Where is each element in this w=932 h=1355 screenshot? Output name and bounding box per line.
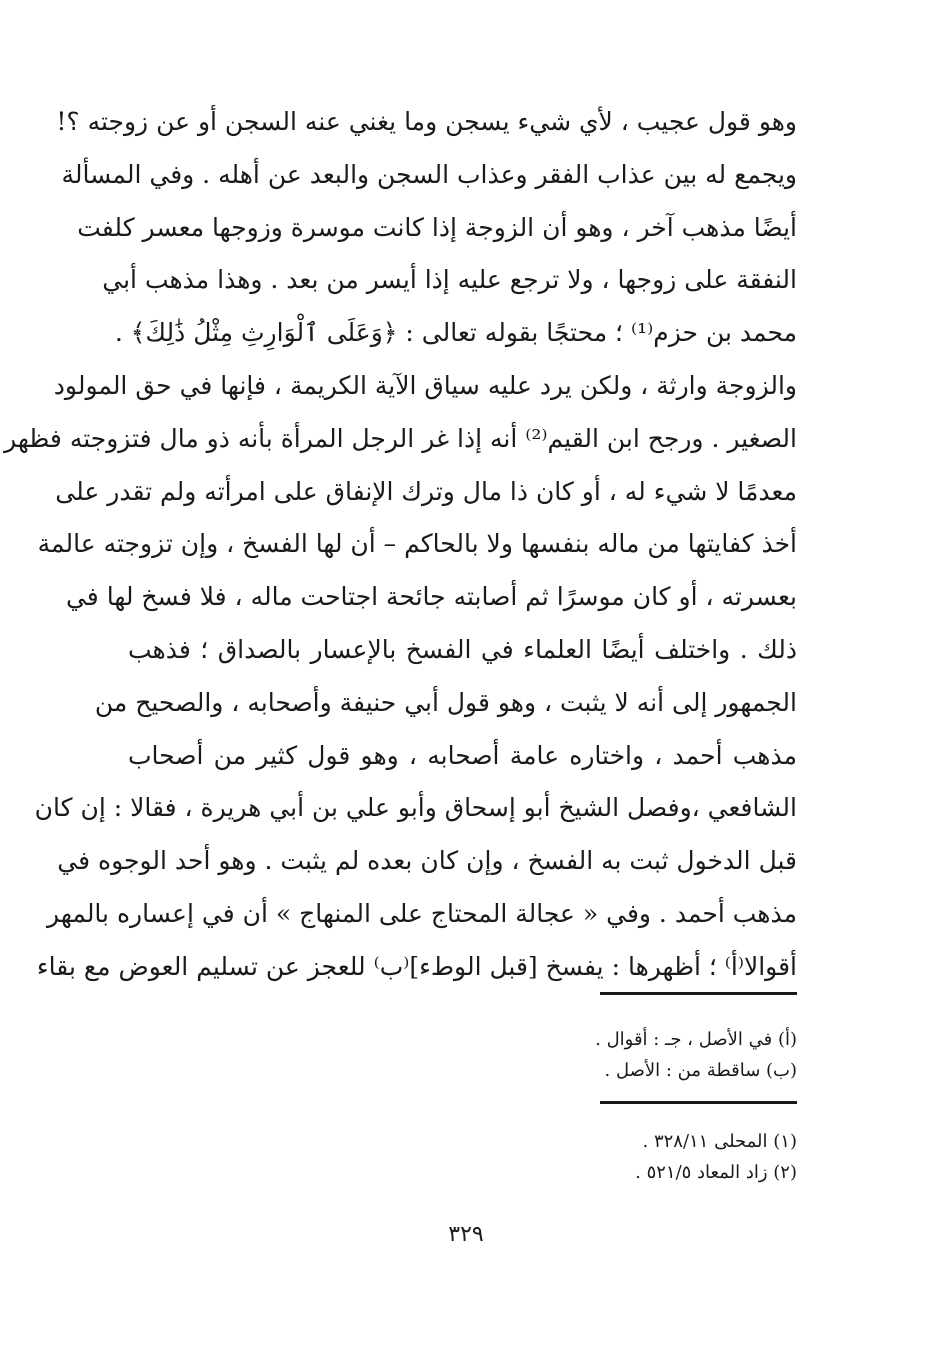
text-line: مذهب أحمد ، واختاره عامة أصحابه ، وهو قول كثير من أصحاب xyxy=(128,740,797,770)
text-line: والزوجة وارثة ، ولكن يرد عليه سياق الآية الكريمة ، فإنها في حق المولود xyxy=(53,370,797,400)
footnote-divider xyxy=(600,1101,797,1104)
text-line: الصغير . ورجح ابن القيم⁽²⁾ أنه إذا غر الرجل المرأة بأنه ذو مال فتزوجته فظهر xyxy=(4,423,797,453)
text-line: الجمهور إلى أنه لا يثبت ، وهو قول أبي حنيفة وأصحابه ، والصحيح من xyxy=(94,687,797,717)
text-line: أخذ كفايتها من ماله بنفسها ولا بالحاكم – أن لها الفسخ ، وإن تزوجته عالمة xyxy=(37,529,797,559)
text-line: أيضًا مذهب آخر ، وهو أن الزوجة إذا كانت موسرة وزوجها معسر كلفت xyxy=(77,212,797,242)
text-line: أقوالا⁽أ⁾ ؛ أظهرها : يفسخ [قبل الوطء]⁽ب⁾ للعجز عن تسليم العوض مع بقاء xyxy=(36,951,797,981)
text-line: معدمًا لا شيء له ، أو كان ذا مال وترك الإنفاق على امرأته ولم تقدر على xyxy=(55,476,797,506)
main-text xyxy=(4,96,797,994)
text-line: ذلك . واختلف أيضًا العلماء في الفسخ بالإعسار بالصداق ؛ فذهب xyxy=(128,634,797,664)
text-line: مذهب أحمد . وفي « عجالة المحتاج على المنهاج » أن في إعساره بالمهر xyxy=(47,898,797,928)
text-line: محمد بن حزم⁽¹⁾ ؛ محتجًا بقوله تعالى : ﴿وَعَلَى ٱلْوَارِثِ مِثْلُ ذَٰلِكَ﴾ . xyxy=(114,318,797,348)
source-note: (١) المحلى ٣٢٨/١١ . xyxy=(642,1131,797,1152)
page-number: ٣٢٩ xyxy=(448,1222,484,1247)
variant-footnotes xyxy=(200,1024,797,1086)
text-line: وهو قول عجيب ، لأي شيء يسجن وما يغني عنه السجن أو عن زوجته ؟! xyxy=(56,107,797,136)
source-footnotes xyxy=(200,1126,797,1188)
text-line: ويجمع له بين عذاب الفقر وعذاب السجن والبعد عن أهله . وفي المسألة xyxy=(61,159,797,189)
text-line: قبل الدخول ثبت به الفسخ ، وإن كان بعده لم يثبت . وهو أحد الوجوه في xyxy=(57,846,797,876)
variant-note: (أ) في الأصل ، جـ : أقوال . xyxy=(595,1029,797,1050)
text-line: النفقة على زوجها ، ولا ترجع عليه إذا أيسر من بعد . وهذا مذهب أبي xyxy=(102,265,797,295)
footnote-divider xyxy=(600,992,797,995)
text-line: الشافعي ،وفصل الشيخ أبو إسحاق وأبو علي بن أبي هريرة ، فقالا : إن كان xyxy=(34,793,797,823)
text-line: بعسرته ، أو كان موسرًا ثم أصابته جائحة اجتاحت ماله ، فلا فسخ لها في xyxy=(65,582,797,612)
source-note: (٢) زاد المعاد ٥٢١/٥ . xyxy=(635,1162,797,1183)
variant-note: (ب) ساقطة من : الأصل . xyxy=(604,1060,797,1081)
